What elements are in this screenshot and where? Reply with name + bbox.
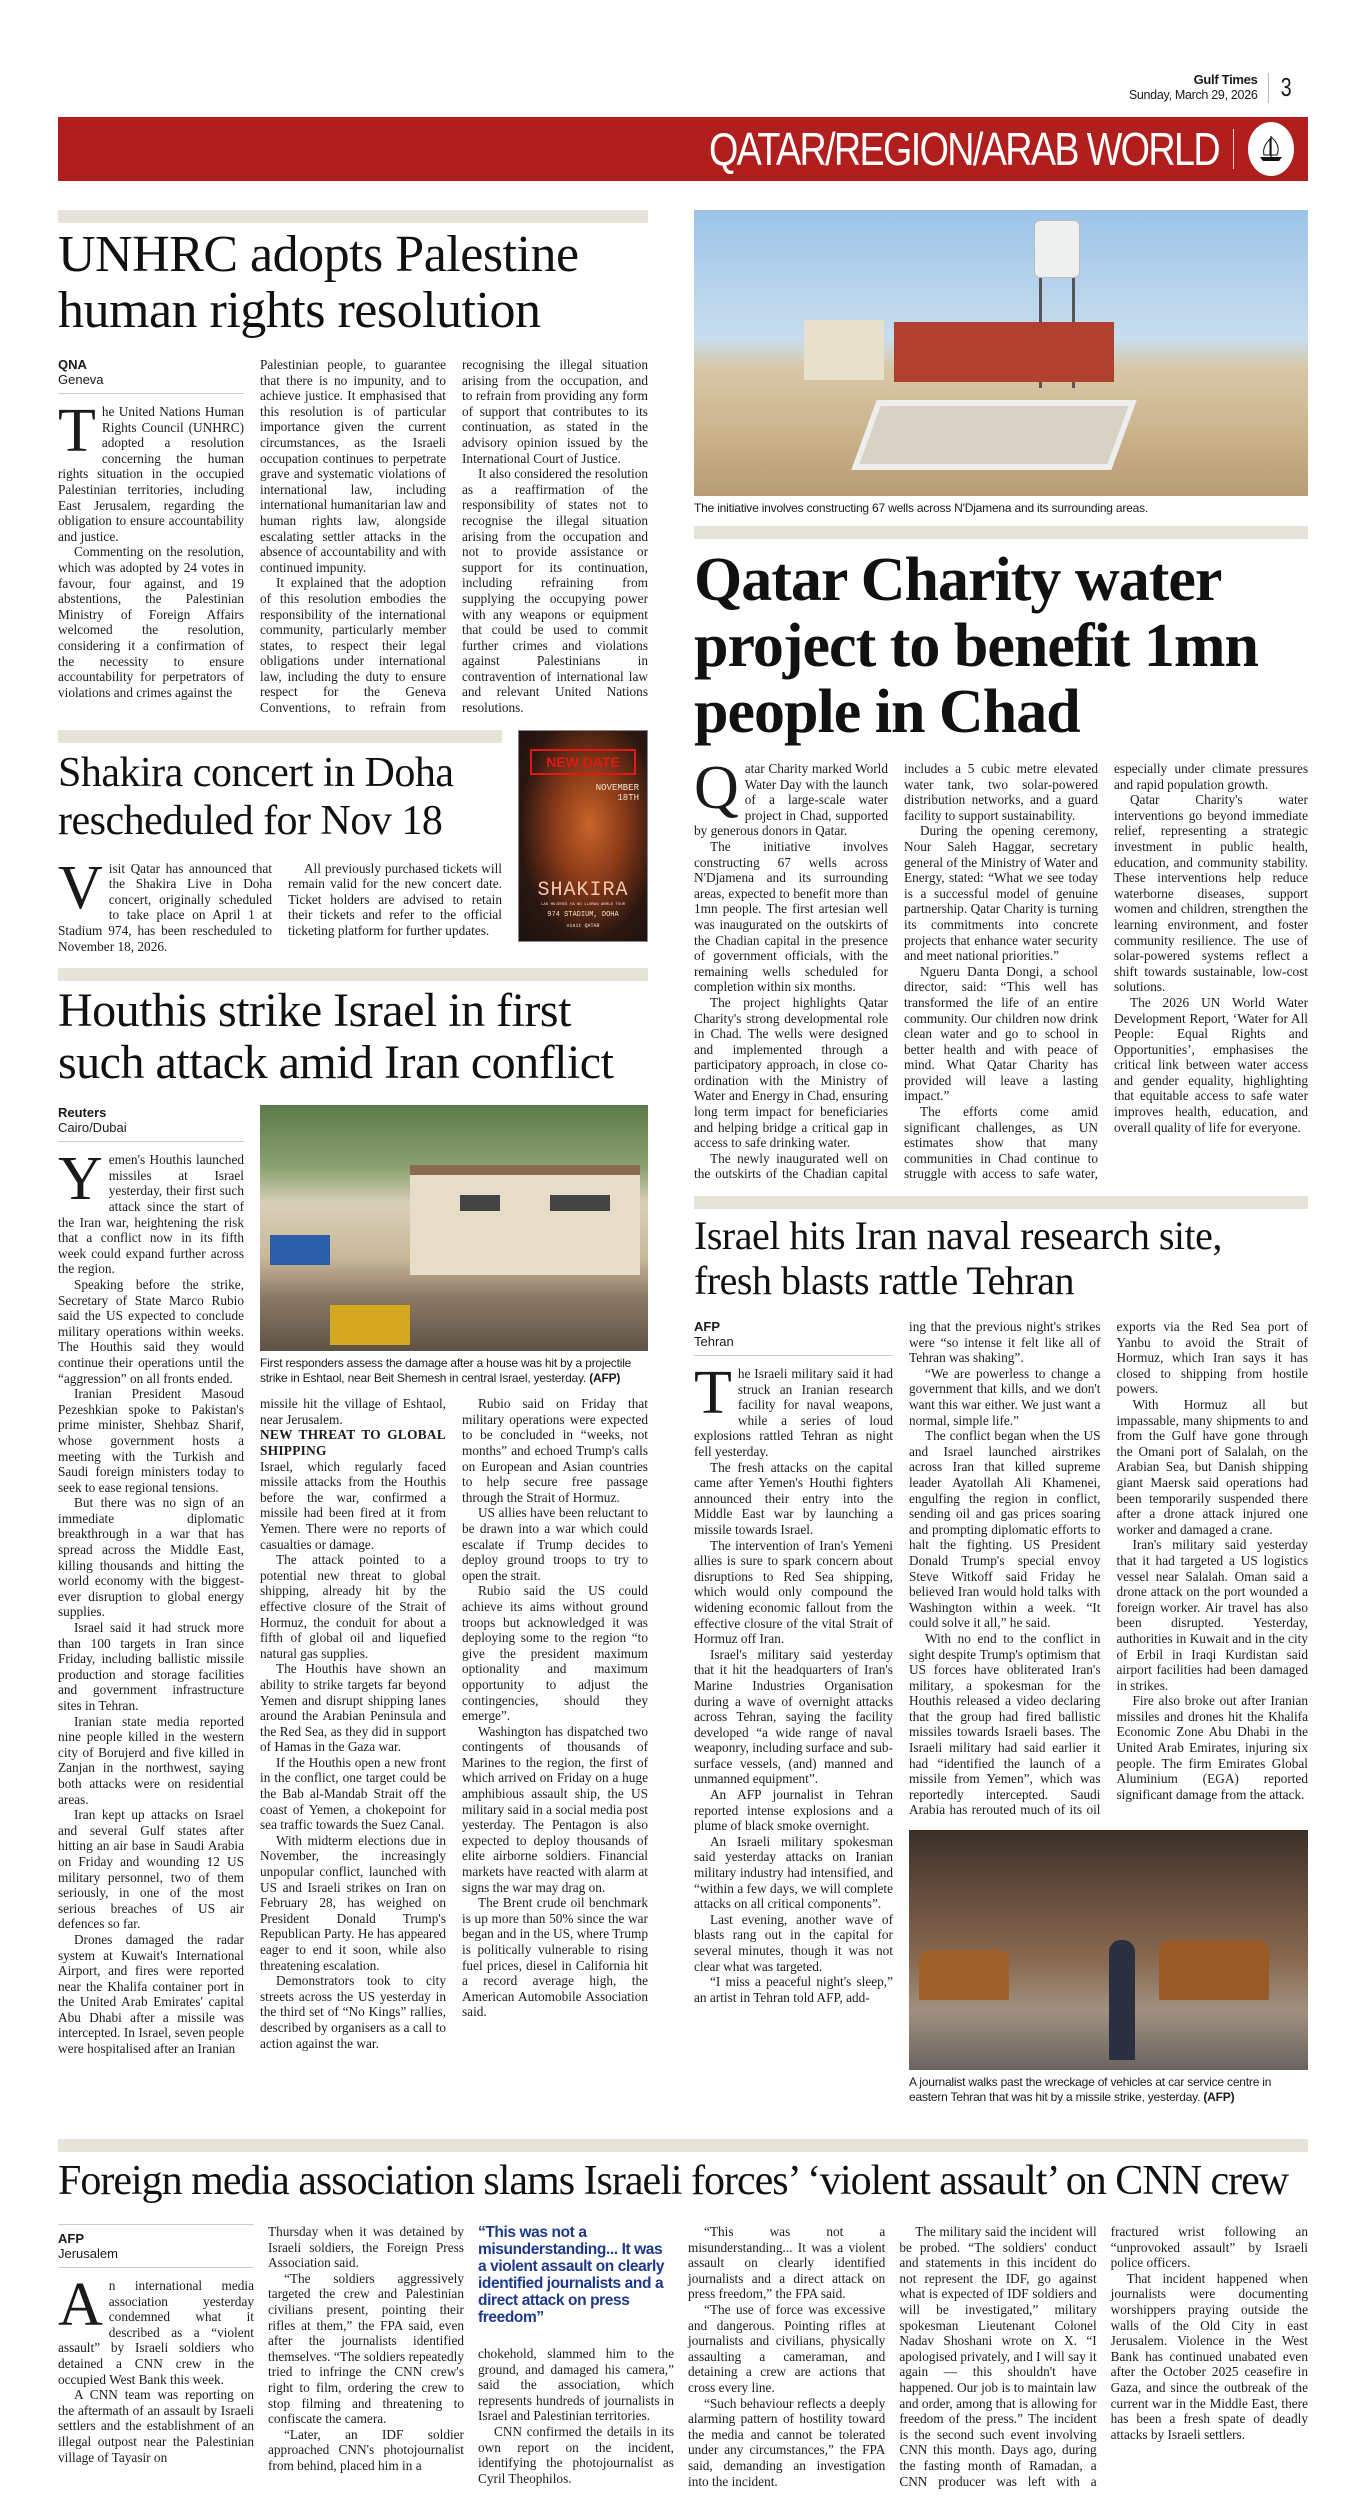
left-column: [58, 210, 648, 2071]
paragraph-group: [260, 1396, 648, 2051]
paragraph: CNN confirmed the details in its own report on the incident, identifying the photojournalist as Cyril Theophilos.: [478, 2424, 674, 2486]
paragraph: Iran's military said yesterday that it had targeted a US logistics vessel near Salalah. Oman said a drone attack on the port wounded a foreign worker. Air travel has also been disrupted. Yesterday, authorities in Kuwait and in the city of Erbil in Iraqi Kurdistan said airport facilities had been damaged in strikes.: [1116, 1537, 1308, 1693]
paragraph: During the opening ceremony, Nour Saleh Haggar, secretary general of the Ministry of Water and Energy, stated: “What we see today is a successful model of genuine partnership. Qatar Charity is turning its commitments into concrete projects that enhance water security and meet national priorities.”: [904, 823, 1098, 964]
byline: [58, 1105, 244, 1142]
article-body: [58, 853, 502, 955]
article-shakira: [58, 730, 648, 955]
article-body: [688, 2224, 1308, 2489]
paragraph: chokehold, slammed him to the ground, and damaged his camera,” said the association, which represents hundreds of journalists in Israel and Palestinian territories.: [478, 2346, 674, 2424]
paragraph: Washington has dispatched two contingents of thousands of Marines to the region, the first of which arrived on Friday on a huge amphibious assault ship, the US military said in a social media post yesterday. The Pentagon is also expected to deploy thousands of elite airborne soldiers. Financial markets have reacted with alarm at signs the war may drag on.: [462, 1723, 648, 1895]
byline-agency: QNA: [58, 357, 87, 372]
section-rule: [58, 968, 648, 981]
article-body: [909, 1319, 1308, 1818]
paragraph: Israel said it had struck more than 100 targets in Iran since Friday, including ballistic missile production and storage facilities and government infrastructure sites in Tehran.: [58, 1620, 244, 1713]
paragraph: “The use of force was excessive and dangerous. Pointing rifles at journalists and civilians, physically assaulting a cameraman, and detaining a crew are actions that cross every line.: [688, 2302, 886, 2395]
byline-agency: Reuters: [58, 1105, 107, 1121]
article-qatar-charity: [694, 210, 1308, 1182]
paragraph: An Israeli military spokesman said yesterday attacks on Iranian military industry had intensified, and “within a few days, we will complete attacks on all critical components”.: [694, 1833, 893, 1912]
paragraph: With Hormuz all but impassable, many shipments to and from the Gulf have gone through the Omani port of Salalah, on the Arabian Sea, but Danish shipping giant Maersk said operations had been temporarily suspended there after a drone attack injured one worker and damaged a crane.: [1116, 1397, 1308, 1537]
car-wreckage-photo: [909, 1830, 1308, 2070]
paragraph: “I miss a peaceful night's sleep,” an artist in Tehran told AFP, add-: [694, 1974, 893, 2005]
photo-caption: The initiative involves constructing 67 wells across N'Djamena and its surrounding areas.: [694, 501, 1149, 515]
byline-place: Tehran: [694, 1334, 734, 1350]
paragraph: “Later, an IDF soldier approached CNN's photojournalist from behind, placed him in a: [268, 2426, 464, 2473]
photo-caption: [909, 2075, 1308, 2105]
article-body: [478, 2346, 674, 2486]
paragraph: Drones damaged the radar system at Kuwait's International Airport, and fires were reported near the Khalifa container port in the United Arab Emirates' capital Abu Dhabi after a missile was intercepted. In Israel, seven people were hospitalised after an Iranian: [58, 1931, 244, 2057]
article-body: [260, 1396, 648, 2051]
photo-credit: (AFP): [589, 1371, 621, 1386]
article-body: [694, 1359, 893, 2005]
right-column: [694, 210, 1308, 2129]
article-foreign-media: [58, 2139, 1308, 2489]
photo-caption: [260, 1356, 648, 1386]
paragraph: Demonstrators took to city streets across the US yesterday in the third set of “No Kings” rallies, described by organisers as a call to action against the war.: [260, 1973, 446, 2051]
shakira-poster-image: [518, 730, 648, 942]
paragraph: Ngueru Danta Dongi, a school director, said: “This well has transformed the life of an entire community. Our children now drink clean water and go to school in better health and with peace of mind. What Qatar Charity has provided will leave a lasting impact.”: [904, 963, 1098, 1104]
paragraph: The conflict began when the US and Israel launched airstrikes across Iran that killed supreme leader Ayatollah Ali Khamenei, engulfing the region in conflict, sending oil and gas prices soaring and prompting diplomatic efforts to halt the fighting. US President Donald Trump's special envoy Steve Witkoff said Friday he believed Iran would hold talks with Washington within a week. “It could solve it all,” he said.: [909, 1428, 1101, 1631]
paragraph: The 2026 UN World Water Development Report, ‘Water for All People: Equal Rights and Opportunities’, emphasises the critical link between water access and gender equality, highlighting that equitable access to safe water improves health, education, and overall quality of life for everyone.: [1114, 994, 1308, 1135]
paragraph: Yemen's Houthis launched missiles at Israel yesterday, their first such attack since the start of the Iran war, heightening the risk that a conflict now in its fifth week could expand further across the region.: [58, 1145, 244, 1277]
strike-damage-photo: [260, 1105, 648, 1351]
byline: [58, 2224, 254, 2268]
paragraph: Last evening, another wave of blasts rang out in the capital for several minutes, though it was not clear what was targeted.: [694, 1911, 893, 1974]
paragraph: missile hit the village of Eshtaol, near Jerusalem.: [260, 1396, 446, 1427]
dhow-logo-icon: [1248, 122, 1294, 176]
paper-name: Gulf Times: [1193, 71, 1258, 87]
paragraph: An AFP journalist in Tehran reported intense explosions and a plume of black smoke overnight.: [694, 1787, 893, 1834]
photo-credit: (AFP): [1203, 2090, 1235, 2105]
paragraph: All previously purchased tickets will remain valid for the new concert date. Ticket holders are advised to retain their tickets and refer to the official ticketing platform for further updates.: [288, 860, 502, 939]
article-body: [260, 357, 648, 716]
paragraph: The United Nations Human Rights Council (UNHRC) adopted a resolution concerning the human rights situation in the occupied Palestinian territories, including East Jerusalem, regarding the obligation to ensure accountability and justice.: [58, 397, 244, 544]
poster-date: NOVEMBER: [595, 782, 639, 793]
article-israel-iran: [694, 1196, 1308, 2115]
paragraph: With midterm elections due in November, the increasingly unpopular conflict, launched with US and Israeli strikes on Iran on February 28, has weighed on President Donald Trump's Republican Party. He has appeared eager to end it soon, while also threatening escalation.: [260, 1832, 446, 1973]
article-body: [58, 2271, 254, 2465]
page-number: 3: [1280, 72, 1292, 102]
issue-date: Sunday, March 29, 2026: [1128, 87, 1258, 102]
poster-badge: NEW DATE: [530, 749, 636, 775]
article-houthis: [58, 968, 648, 2056]
headline: Israel hits Iran naval research site, fresh blasts rattle Tehran: [694, 1213, 1222, 1304]
paragraph: The Israeli military said it had struck an Iranian research facility for naval weapons, while a series of loud explosions rattled Tehran as night fell yesterday.: [694, 1359, 893, 1459]
paragraph: Israel, which regularly faced missile attacks from the Houthis before the war, confirmed a missile had been fired at it from Yemen. There were no reports of casualties or damage.: [260, 1458, 446, 1552]
paragraph: “This was not a misunderstanding... It was a violent assault on clearly identified journalists and a direct attack on press freedom,” the FPA said.: [688, 2224, 886, 2302]
paragraph: The military said the incident will be probed. “The soldiers' conduct and statements in this incident do not represent the IDF, go against what is expected of IDF soldiers and will be investigated,” military spokesman Lieutenant Colonel Nadav Shoshani wrote on X. “I apologised privately, and I will say it again — this shouldn't have happened. Our job is to maintain law and order, among that is allowing for freedom of the press.” The incident is the second such event involving CNN this month. Days ago, during the fasting month of Ramadan, a CNN producer was left with a fractured wrist following an “unprovoked assault” by Israeli police officers.: [899, 2224, 1308, 2489]
headline: Qatar Charity water project to benefit 1mn people in Chad: [694, 546, 1259, 746]
paragraph: The intervention of Iran's Yemeni allies is sure to spark concern about disruptions to Red Sea shipping, which would only compound the widening economic fallout from the effective closure of the vital Strait of Hormuz off Iran.: [694, 1537, 893, 1647]
poster-date: 18TH: [617, 792, 639, 803]
paragraph: That incident happened when journalists were documenting worshippers praying outside the walls of the Old City in east Jerusalem. Violence in the West Bank has continued unabated even after the October 2025 ceasefire in Gaza, and since the outbreak of the current war in the Middle East, there has been a fresh spate of deadly attacks by Israeli settlers.: [1110, 2270, 1308, 2442]
byline-place: Cairo/Dubai: [58, 1120, 127, 1136]
paragraph: Iran kept up attacks on Israel and several Gulf states after hitting an air base in Saudi Arabia on Friday and wounding 12 US military personnel, two of them seriously, in one of the most serious breaches of US air defences so far.: [58, 1807, 244, 1932]
paragraph: Qatar Charity marked World Water Day with the launch of a large-scale water project in Chad, supported by generous donors in Qatar.: [694, 754, 888, 839]
paragraph: US allies have been reluctant to be drawn into a war which could escalate if Trump decides to deploy ground troops to try to open the strait.: [462, 1505, 648, 1583]
article-body: [58, 1145, 244, 2057]
article-body: [694, 754, 1308, 1182]
divider: [1268, 73, 1269, 103]
paragraph: Speaking before the strike, Secretary of State Marco Rubio said the US expected to conclude military operations within weeks. The Houthis said they would continue their operations until the “aggression” on all fronts ended.: [58, 1276, 244, 1386]
paragraph: “The soldiers aggressively targeted the crew and Palestinian civilians present, pointing their rifles at them,” the FPA said, even after the journalists identified themselves. “The soldiers repeatedly tried to infringe the CNN crew's right to film, ordering the crew to stop filming and threatening to confiscate the camera.: [268, 2270, 464, 2427]
pull-quote: “This was not a misunderstanding... It was a violent assault on clearly identified journalists and a direct attack on press freedom”: [478, 2224, 665, 2327]
paragraph: It also considered the resolution as a reaffirmation of the responsibility of states not to recognise the illegal situation arising from the occupation and not to provide assistance or support for its continuation, including refraining from supplying the occupying power with any weapons or equipment that could be used to commit further crimes and violations against Palestinians in contravention of international law and relevant United Nations resolutions.: [462, 466, 648, 716]
section-rule: [58, 730, 502, 743]
paragraph: Israel's military said yesterday that it hit the headquarters of Iran's Marine Industries Organisation during a wave of overnight attacks across Tehran, saying the facility developed “a wide range of naval weaponry, including surface and sub-surface vessels, (and) manned and unmanned equipment”.: [694, 1646, 893, 1787]
article-body: [58, 397, 244, 700]
paragraph: “Such behaviour reflects a deeply alarming pattern of hostility toward the media and cannot be tolerated under any circumstances,” the FPA said, demanding an investigation into the incident.: [688, 2395, 886, 2489]
headline: Shakira concert in Doha rescheduled for Nov 18: [58, 749, 454, 844]
paragraph: But there was no sign of an immediate diplomatic breakthrough in a war that has spread across the Middle East, killing thousands and hitting the world economy with the biggest-ever disruption to global energy supplies.: [58, 1495, 244, 1620]
paragraph: Iranian state media reported nine people killed in the western city of Borujerd and five killed in Zanjan in the northwest, saying both attacks were on residential areas.: [58, 1713, 244, 1807]
byline: [694, 1319, 893, 1356]
headline: Foreign media association slams Israeli forces’ ‘violent assault’ on CNN crew: [58, 2158, 1289, 2205]
paragraph: The Houthis have shown an ability to strike targets far beyond Yemen and disrupt shipping lanes around the Arabian Peninsula and the Red Sea, as they did in support of Hamas in the Gaza war.: [260, 1661, 446, 1755]
paragraph: The Brent crude oil benchmark is up more than 50% since the war began and in the US, where Trump is politically vulnerable to rising fuel prices, diesel in California hit a record average high, the American Automobile Association said.: [462, 1895, 648, 2020]
paragraph: It explained that the adoption of this resolution embodies the responsibility of the international community, particularly member states, to respect their legal obligations under international law, including the duty to ensure respect for the Geneva Conventions, to refrain from recognising the illegal situation arising from the occupation, and to refrain from providing any form of support that contributes to its continuation, as stated in the advisory opinion issued by the International Court of Justice.: [260, 357, 648, 716]
section-rule: [694, 526, 1308, 539]
paragraph: The initiative involves constructing 67 wells across N'Djamena and its surrounding areas, expected to benefit more than 1mn people. The first artesian well was inaugurated on the outskirts of the Chadian capital in the presence of government officials, with the remaining wells scheduled for completion within six months.: [694, 838, 888, 995]
headline: Houthis strike Israel in first such attack amid Iran conflict: [58, 984, 614, 1090]
section-rule: [694, 1196, 1308, 1209]
subheading: NEW THREAT TO GLOBAL SHIPPING: [260, 1427, 446, 1458]
byline-place: Jerusalem: [58, 2246, 118, 2262]
byline-agency: AFP: [58, 2231, 84, 2247]
poster-sponsor: visit QATAR: [566, 922, 600, 929]
byline-place: Geneva: [58, 372, 104, 387]
poster-venue: 974 STADIUM, DOHA: [547, 910, 619, 919]
columns: [58, 210, 1308, 2129]
paragraph: The project highlights Qatar Charity's strong developmental role in Chad. The wells were designed and implemented through a participatory approach, in close co-ordination with the Ministry of Water and Energy in Chad, ensuring long term impact for beneficiaries and helping bridge a critical gap in access to safe drinking water.: [694, 994, 888, 1151]
byline: [58, 357, 244, 394]
paragraph: ing that the previous night's strikes were “so intense it felt like all of Tehran was shaking”.: [909, 1319, 1101, 1366]
paragraph: Qatar Charity's water interventions go beyond immediate relief, representing a strategic investment in public health, education, and community stability. These interventions help reduce waterborne diseases, support women and children, strengthen the learning environment, and foster community resilience. The use of solar-powered systems reflect a shift towards sustainable, low-cost solutions.: [1114, 792, 1308, 995]
article-unhrc: [58, 210, 648, 716]
paragraph: With no end to the conflict in sight despite Trump's optimism that US forces have obliterated Iran's military, a spokesman for the Houthis released a video declaring that the group had fired ballistic missiles towards Israeli bases. The Israeli military had said earlier it had “identified the launch of a missile from Yemen”, which was reportedly intercepted. Saudi Arabia has rerouted much of its oil exports via the Red Sea port of Yanbu to avoid the Strait of Hormuz, which Iran says it has closed to shipping from hostile powers.: [909, 1319, 1308, 1818]
paragraph: Thursday when it was detained by Israeli soldiers, the Foreign Press Association said.: [268, 2224, 464, 2271]
paragraph: An international media association yesterday condemned what it described as a “violent assault” by Israeli soldiers who detained a CNN crew in the occupied West Bank this week.: [58, 2271, 254, 2387]
paragraph: Iranian President Masoud Pezeshkian spoke to Pakistan's prime minister, Shehbaz Sharif, whose government hosts a meeting with the Turkish and Saudi foreign ministers today to seek to ease regional tensions.: [58, 1386, 244, 1495]
paragraph: The fresh attacks on the capital came after Yemen's Houthi fighters announced their entry into the Middle East war by launching a missile towards Israel.: [694, 1459, 893, 1537]
paragraph: The newly inaugurated well on the outskirts of the Chadian capital includes a 5 cubic metre elevated water tank, two solar-powered distribution networks, and a guard facility to support sustainability.: [694, 761, 1098, 1182]
section-rule: [58, 210, 648, 223]
paragraph: The attack pointed to a potential new threat to global shipping, already hit by the effective closure of the Strait of Hormuz, the conduit for about a fifth of global oil and liquefied natural gas supplies.: [260, 1552, 446, 1661]
article-body: [268, 2224, 464, 2474]
masthead: [1129, 72, 1293, 103]
poster-tour: LAS MUJERES YA NO LLORAN WORLD TOUR: [540, 902, 625, 907]
paragraph: Rubio said on Friday that military operations were expected to be concluded in “weeks, not months” and echoed Trump's calls on European and Asian countries to help secure free passage through the Strait of Hormuz.: [462, 1396, 648, 1505]
section-banner: [58, 117, 1308, 181]
paragraph: A CNN team was reporting on the aftermath of an assault by Israeli settlers and the establishment of an illegal outpost near the Palestinian village of Tayasir on: [58, 2387, 254, 2465]
paragraph: Commenting on the resolution, which was adopted by 24 votes in favour, four against, and 19 abstentions, the Palestinian Ministry of Foreign Affairs welcomed the resolution, considering it a confirmation of the necessity to ensure accountability for perpetrators of violations and crimes against the: [58, 544, 244, 700]
headline: UNHRC adopts Palestine human rights resolution: [58, 226, 579, 339]
poster-artist: SHAKIRA: [537, 878, 629, 902]
paragraph: If the Houthis open a new front in the conflict, one target could be the Bab al-Mandab Strait off the coast of Yemen, a chokepoint for sea traffic towards the Suez Canal.: [260, 1754, 446, 1833]
caption-text: First responders assess the damage after a house was hit by a projectile strike in Eshtaol, near Beit Shemesh in central Israel, yesterday.: [260, 1356, 632, 1386]
byline-agency: AFP: [694, 1319, 720, 1335]
paragraph: Rubio said the US could achieve its aims without ground troops but acknowledged it was deploying some to the region “to give the president maximum optionality and maximum opportunity to adjust the contingencies, should they emerge”.: [462, 1583, 648, 1724]
paragraph: The efforts come amid significant challenges, as UN estimates show that many communities in Chad continue to struggle with access to safe water, especially under climate pressures and rapid population growth.: [904, 761, 1308, 1182]
caption-text: A journalist walks past the wreckage of vehicles at car service centre in eastern Tehran that was hit by a missile strike, yesterday.: [909, 2075, 1272, 2105]
section-title: QATAR/REGION/ARAB WORLD: [709, 123, 1219, 175]
paragraph: Visit Qatar has announced that the Shakira Live in Doha concert, originally scheduled to take place on April 1 at Stadium 974, has been rescheduled to November 18, 2026.: [58, 853, 272, 954]
paragraph: Palestinian people, to guarantee that there is no impunity, and to achieve justice. It emphasised that this resolution is of particular importance given the current circumstances, as the Israeli occupation continues to perpetrate grave and systematic violations of international law, including international humanitarian law and human rights law, alongside escalating settler attacks in the absence of accountability and with continued impunity.: [260, 357, 446, 575]
section-rule: [58, 2139, 1308, 2152]
paragraph: “We are powerless to change a government that kills, and we don't want this war either. We just want a normal, simple life.”: [909, 1365, 1101, 1428]
paragraph: Fire also broke out after Iranian missiles and drones hit the Khalifa Economic Zone Abu Dhabi in the United Arab Emirates, injuring six people. The firm Emirates Global Aluminium (EGA) reported significant damage from the attack.: [1116, 1693, 1308, 1802]
divider: [1233, 129, 1234, 169]
water-project-photo: [694, 210, 1308, 496]
